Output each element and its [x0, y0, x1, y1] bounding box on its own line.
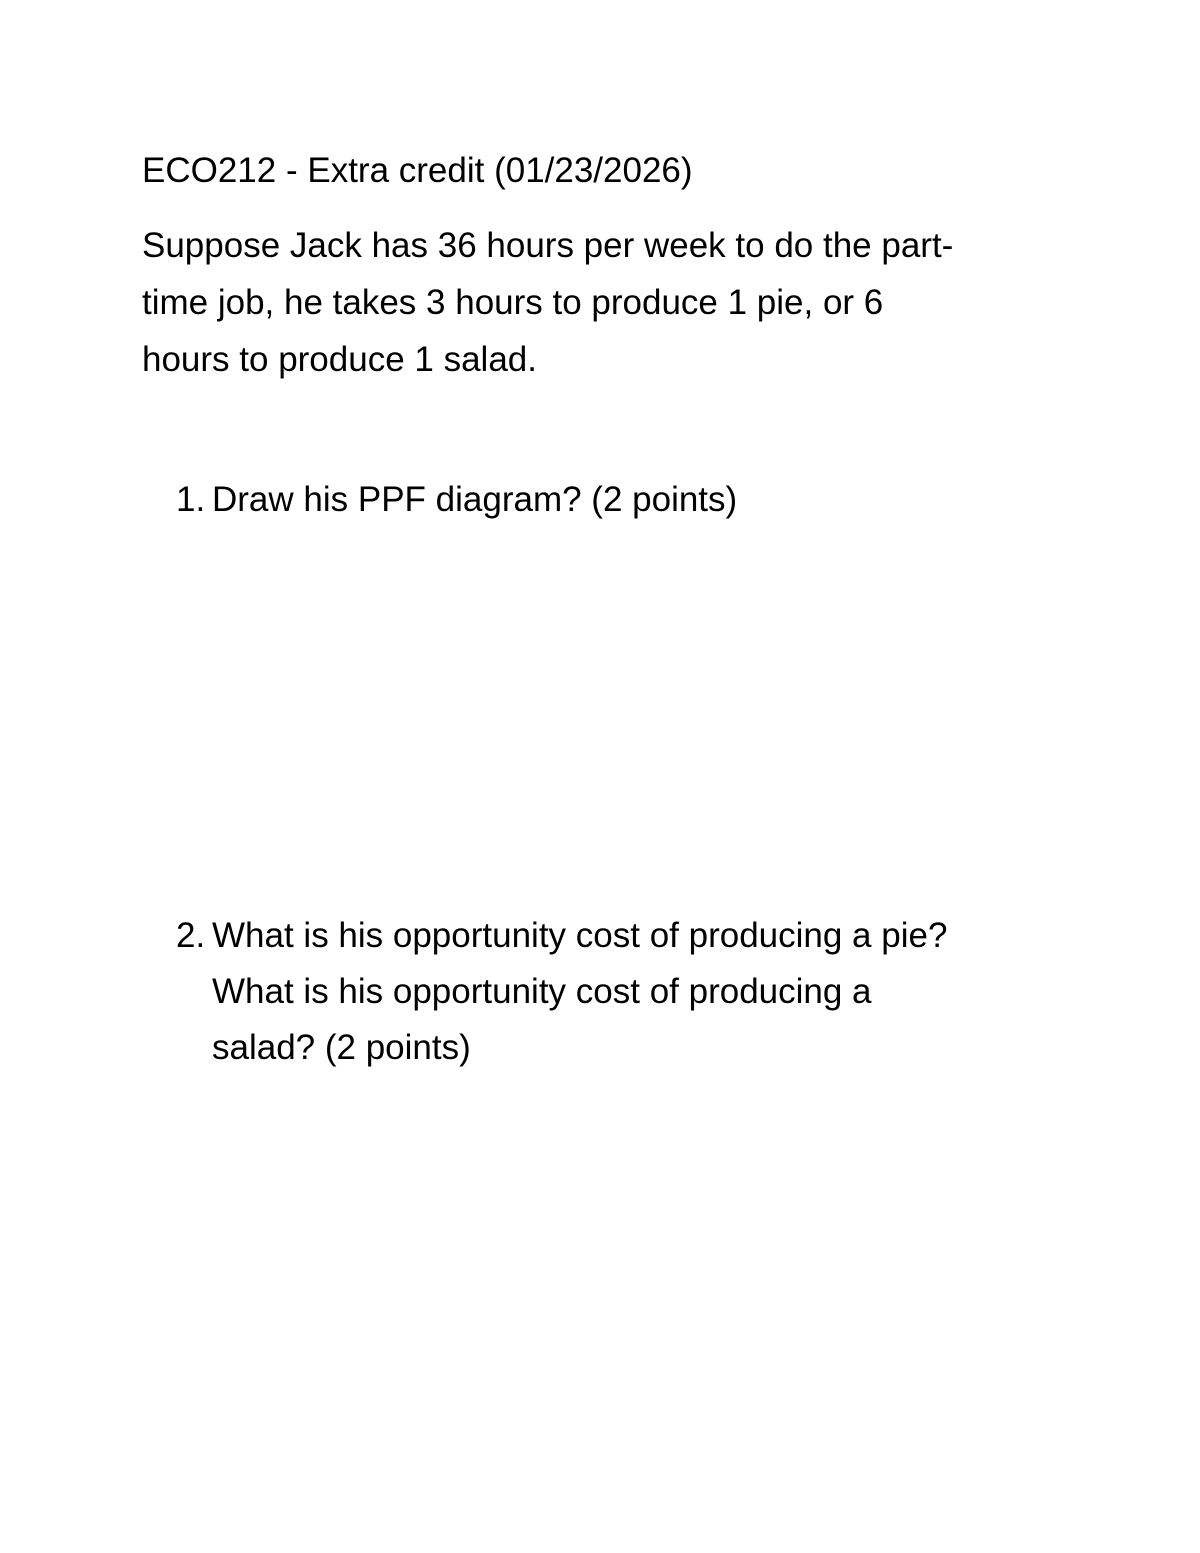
- problem-statement-line: Suppose Jack has 36 hours per week to do the part-: [142, 226, 954, 265]
- question-text-line: What is his opportunity cost of producing a: [212, 972, 872, 1011]
- question-number: 2.: [176, 916, 206, 955]
- question-text: [212, 472, 1072, 528]
- question-2: [176, 908, 1076, 1088]
- problem-statement: [142, 217, 1072, 388]
- question-text-line: What is his opportunity cost of producing a pie?: [212, 916, 948, 955]
- question-text-line: Draw his PPF diagram? (2 points): [212, 480, 738, 519]
- question-1: [176, 472, 1076, 532]
- document-title: ECO212 - Extra credit (01/23/2026): [142, 151, 693, 190]
- problem-statement-line: time job, he takes 3 hours to produce 1 pie, or 6: [142, 283, 884, 322]
- problem-statement-line: hours to produce 1 salad.: [142, 340, 537, 379]
- question-text: [212, 908, 1072, 1076]
- question-number: 1.: [176, 480, 206, 519]
- question-text-line: salad? (2 points): [212, 1028, 471, 1067]
